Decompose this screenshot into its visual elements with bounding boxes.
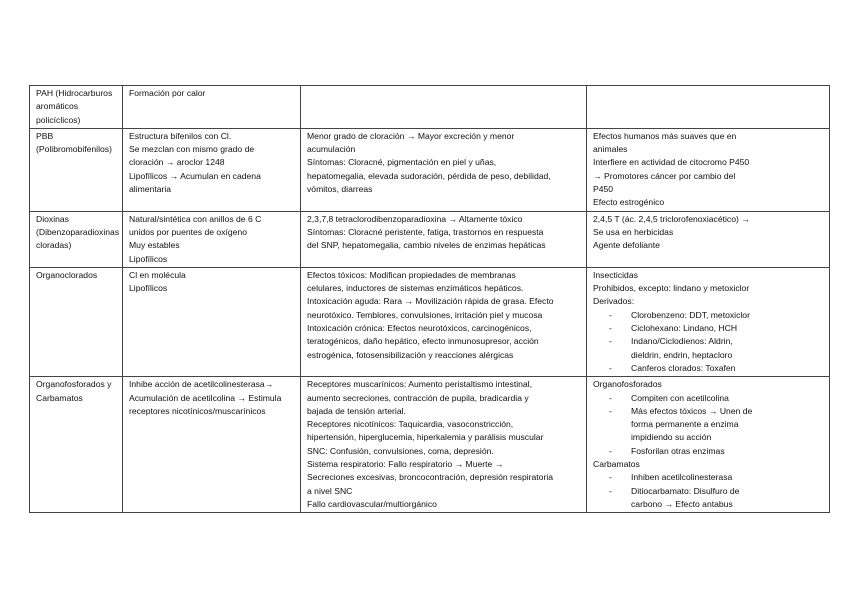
- table-row-pbb: [30, 128, 830, 211]
- cell-structure: Natural/sintética con anillos de 6 C unidos por puentes de oxígeno Muy estables Lipofílicos: [123, 211, 301, 267]
- organophosphates-list: [593, 392, 824, 458]
- list-item: - Compiten con acetilcolina: [593, 392, 824, 405]
- table-row-organochlorines: [30, 267, 830, 376]
- list-item: - Fosforilan otras enzimas: [593, 445, 824, 458]
- list-item: - Más efectos tóxicos → Unen de forma permanente a enzima impidiendo su acción: [593, 405, 824, 445]
- cell-effects: Efectos tóxicos: Modifican propiedades de membranas celulares, inductores de sistemas enzimáticos hepáticos. Intoxicación aguda: Rara → Movilización rápida de grasa. Efecto neurotóxico. Temblores, convulsiones, irritación piel y mucosa Intoxicación crónica: Efectos neurotóxicos, carcinogénicos, teratogénicos, daño hepático, efecto inmunosupresor, acción estrogénica, fotosensibilización y reacciones alérgicas: [301, 267, 587, 376]
- list-item: - Ditiocarbamato: Disulfuro de carbono → Efecto antabus: [593, 485, 824, 512]
- cell-effects: [301, 86, 587, 129]
- cell-structure: Estructura bifenilos con Cl. Se mezclan con mismo grado de cloración → aroclor 1248 Lipofílicos → Acumulan en cadena alimentaria: [123, 128, 301, 211]
- cell-structure: Cl en molécula Lipofílicos: [123, 267, 301, 376]
- table-row-dioxins: [30, 211, 830, 267]
- cell-name: Dioxinas (Dibenzoparadioxinas cloradas): [30, 211, 123, 267]
- cell-notes: Organofosforados - Compiten con acetilcolina - Más efectos tóxicos → Unen de forma permanente a enzima impidiendo su acción - Fosforilan otras enzimas Carbamatos - Inhiben acetilcolinesterasa - Ditiocarbamato: Disulfuro de carbono → Efecto antabus: [587, 377, 830, 513]
- table-row-pah: [30, 86, 830, 129]
- list-item: - Canferos clorados: Toxafen: [593, 362, 824, 375]
- cell-name: Organofosforados y Carbamatos: [30, 377, 123, 513]
- list-item: - Clorobenzeno: DDT, metoxiclor: [593, 309, 824, 322]
- cell-structure: Formación por calor: [123, 86, 301, 129]
- cell-notes: [587, 86, 830, 129]
- cell-notes: Efectos humanos más suaves que en animales Interfiere en actividad de citocromo P450 → Promotores cáncer por cambio del P450 Efecto estrogénico: [587, 128, 830, 211]
- list-item: - Ciclohexano: Lindano, HCH: [593, 322, 824, 335]
- carbamates-list: [593, 471, 824, 511]
- cell-effects: 2,3,7,8 tetraclorodibenzoparadioxina → Altamente tóxico Síntomas: Cloracné peristente, fatiga, trastornos en respuesta del SNP, hepatomegalia, cambio niveles de enzimas hepáticas: [301, 211, 587, 267]
- cell-effects: Receptores muscarínicos: Aumento peristaltismo intestinal, aumento secreciones, contracción de pupila, bradicardia y bajada de tensión arterial. Receptores nicotínicos: Taquicardia, vasoconstricción, hipertensión, hiperglucemia, hiperkalemia y parálisis muscular SNC: Confusión, convulsiones, coma, depresión. Sistema respiratorio: Fallo respiratorio → Muerte → Secreciones excesivas, broncocontración, depresión respiratoria a nivel SNC Fallo cardiovascular/multiorgánico: [301, 377, 587, 513]
- list-item: - Indano/Ciclodienos: Aldrin, dieldrin, endrin, heptacloro: [593, 335, 824, 362]
- toxic-compounds-table: [29, 85, 830, 513]
- cell-name: Organoclorados: [30, 267, 123, 376]
- cell-notes: Insecticidas Prohibidos, excepto: lindano y metoxiclor Derivados: - Clorobenzeno: DDT, metoxiclor - Ciclohexano: Lindano, HCH - Indano/Ciclodienos: Aldrin, dieldrin, endrin, heptacloro - Canferos clorados: Toxafen: [587, 267, 830, 376]
- cell-name: PBB (Polibromobifenilos): [30, 128, 123, 211]
- cell-notes: 2,4,5 T (ác. 2,4,5 triclorofenoxiacético) → Se usa en herbicidas Agente defoliante: [587, 211, 830, 267]
- table-row-organophosphates: [30, 377, 830, 513]
- cell-structure: Inhibe acción de acetilcolinesterasa→ Acumulación de acetilcolina → Estimula receptores nicotínicos/muscarínicos: [123, 377, 301, 513]
- derivatives-list: [593, 309, 824, 375]
- cell-effects: Menor grado de cloración → Mayor excreción y menor acumulación Síntomas: Cloracné, pigmentación en piel y uñas, hepatomegalia, elevada sudoración, pérdida de peso, debilidad, vómitos, diarreas: [301, 128, 587, 211]
- list-item: - Inhiben acetilcolinesterasa: [593, 471, 824, 484]
- cell-name: PAH (Hidrocarburos aromáticos policíclicos): [30, 86, 123, 129]
